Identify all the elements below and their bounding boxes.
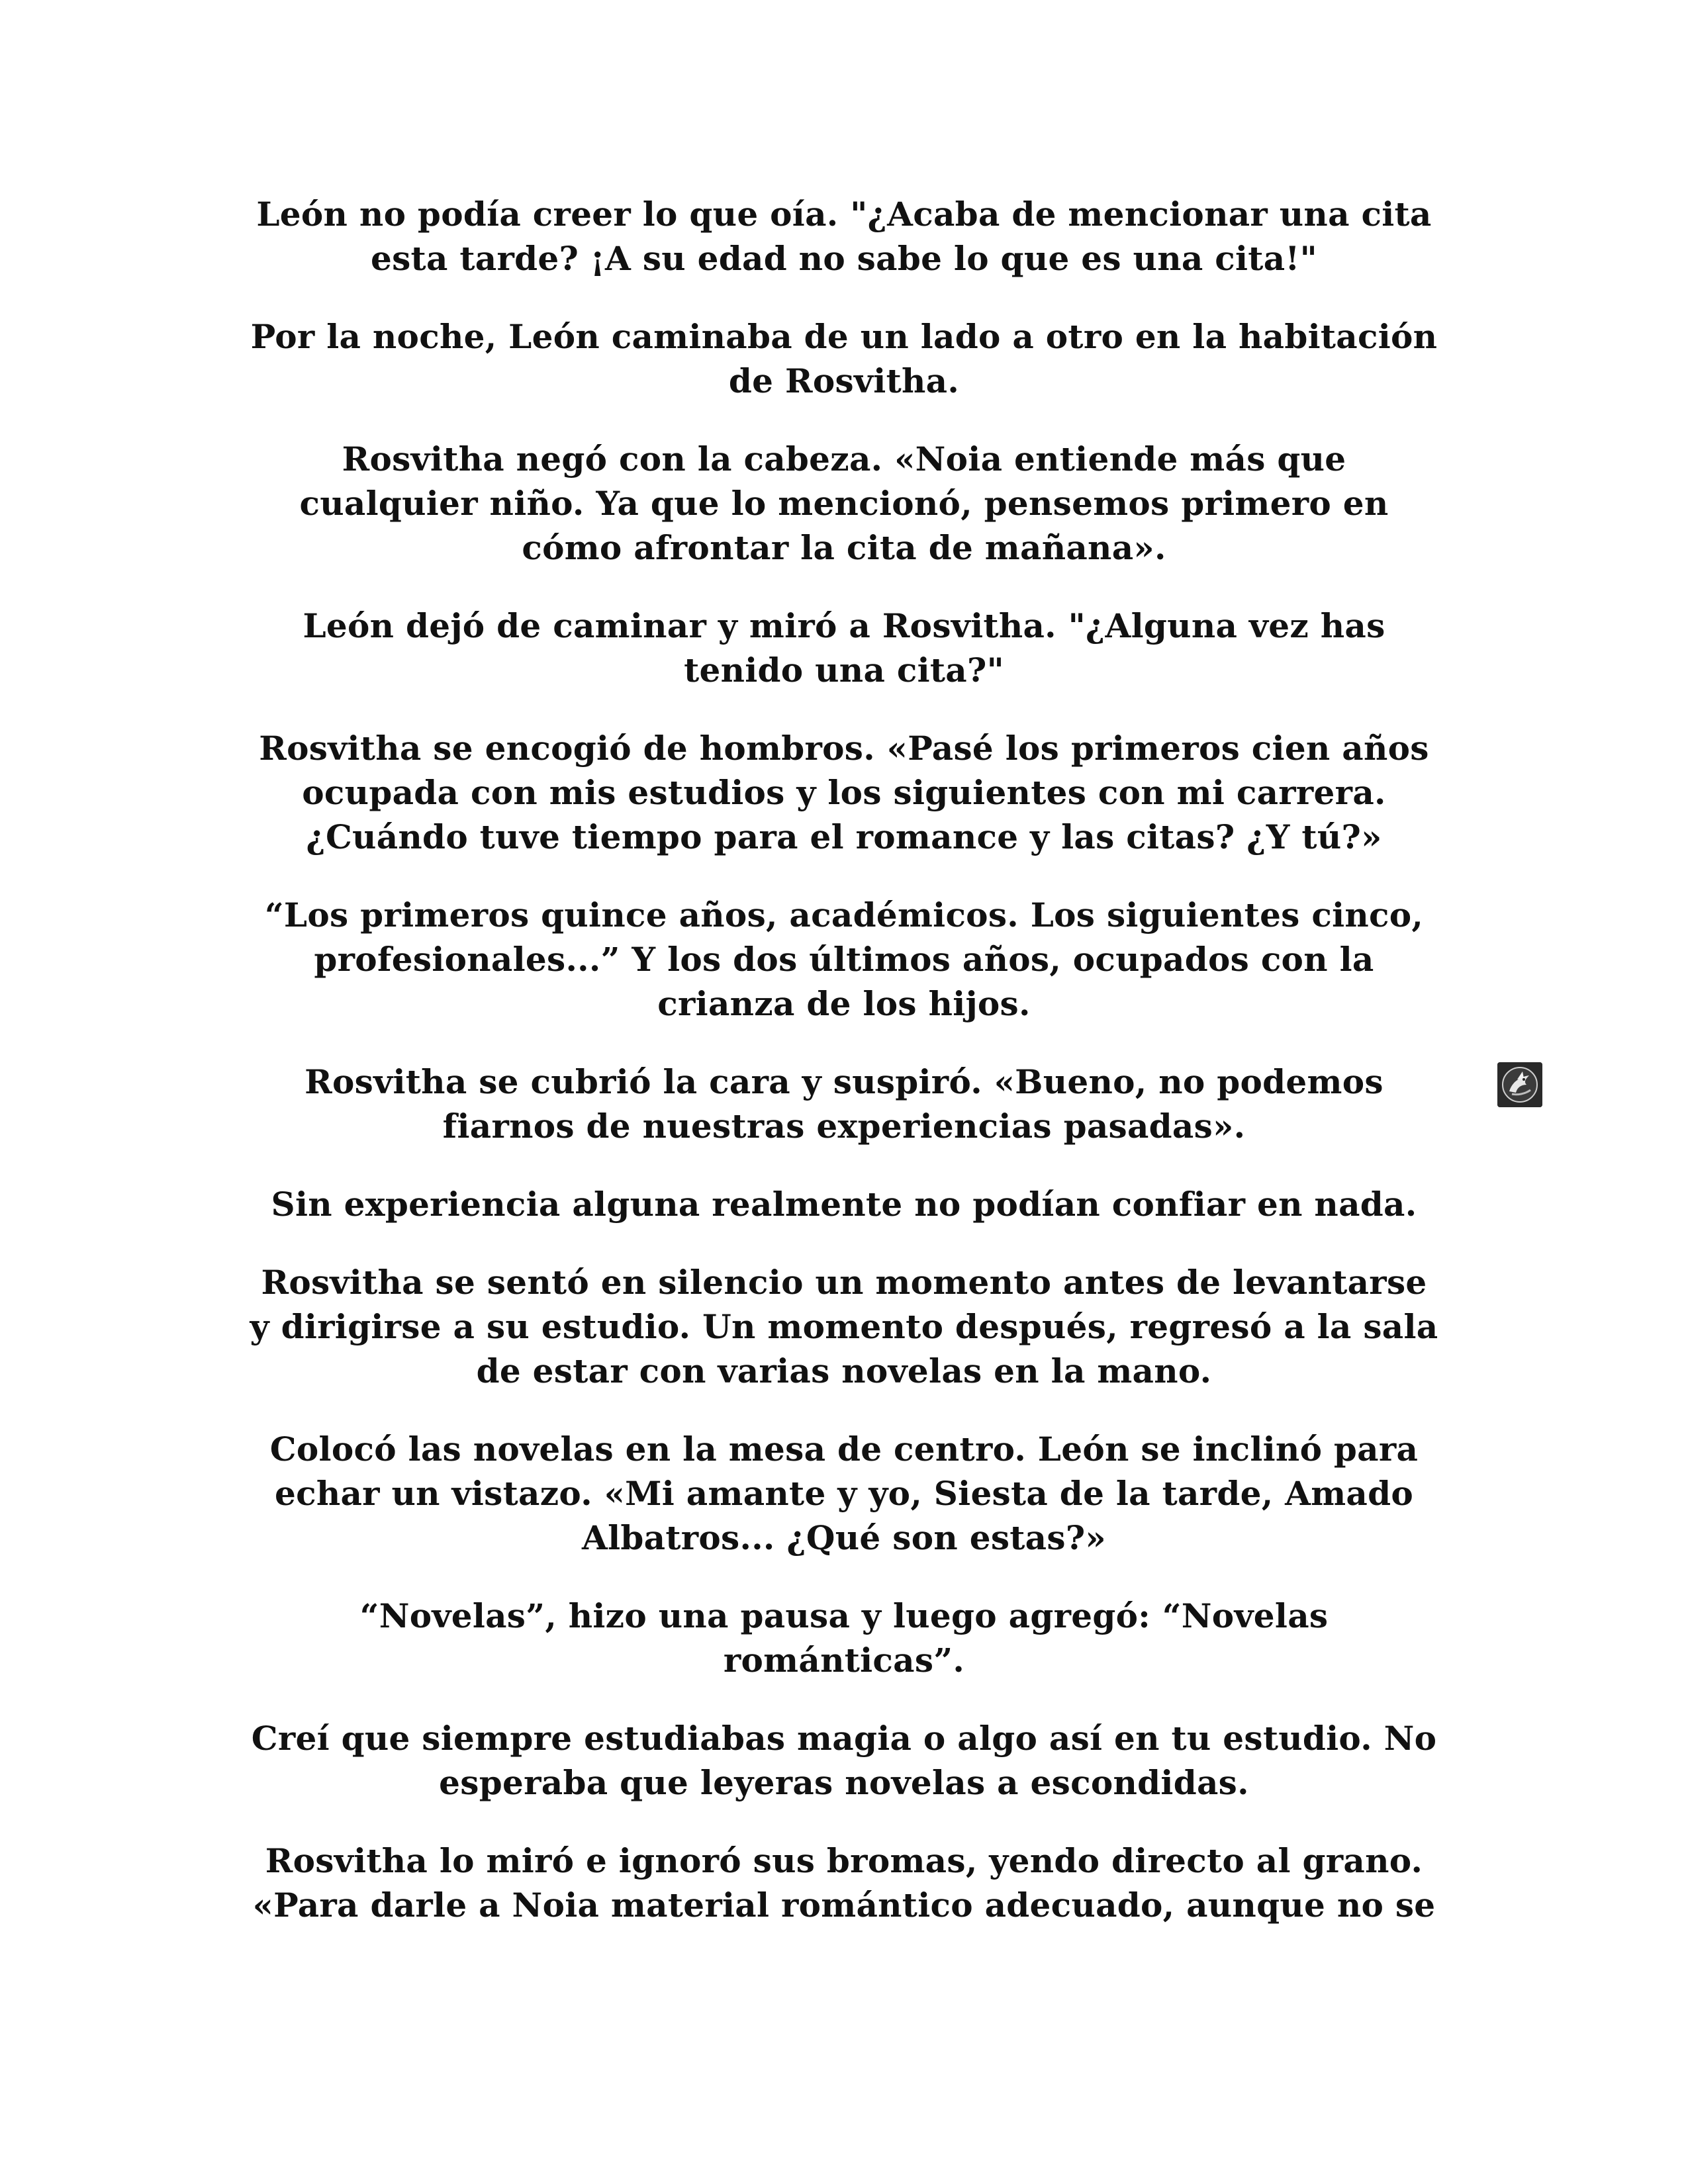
text-line: Rosvitha se cubrió la cara y suspiró. «Bueno, no podemos xyxy=(305,1062,1383,1101)
text-line: León dejó de caminar y miró a Rosvitha. "¿Alguna vez has xyxy=(303,606,1385,645)
text-line: cómo afrontar la cita de mañana». xyxy=(522,528,1166,567)
paragraph xyxy=(225,1839,1463,1927)
text-line: Rosvitha se sentó en silencio un momento antes de levantarse xyxy=(261,1263,1427,1302)
paragraph xyxy=(225,1260,1463,1393)
text-line: León no podía creer lo que oía. "¿Acaba de mencionar una cita xyxy=(256,195,1432,234)
paragraph xyxy=(225,604,1463,692)
text-line: Colocó las novelas en la mesa de centro. León se inclinó para xyxy=(269,1430,1419,1469)
text-line: esta tarde? ¡A su edad no sabe lo que es una cita!" xyxy=(371,239,1317,278)
text-line: románticas”. xyxy=(723,1641,965,1680)
text-line: Albatros... ¿Qué son estas?» xyxy=(582,1518,1106,1557)
text-line: y dirigirse a su estudio. Un momento después, regresó a la sala xyxy=(250,1307,1438,1346)
paragraph xyxy=(225,1716,1463,1805)
text-line: Sin experiencia alguna realmente no podían confiar en nada. xyxy=(271,1185,1417,1224)
text-line: ocupada con mis estudios y los siguientes con mi carrera. xyxy=(302,773,1386,812)
paragraph xyxy=(225,192,1463,281)
text-line: profesionales...” Y los dos últimos años, ocupados con la xyxy=(314,940,1374,979)
text-line: «Para darle a Noia material romántico adecuado, aunque no se xyxy=(252,1886,1436,1925)
text-line: de Rosvitha. xyxy=(728,361,960,400)
paragraph xyxy=(225,726,1463,859)
paragraph xyxy=(225,1594,1463,1682)
text-line: esperaba que leyeras novelas a escondidas. xyxy=(439,1763,1249,1802)
text-line: Rosvitha lo miró e ignoró sus bromas, yendo directo al grano. xyxy=(265,1841,1423,1880)
paragraph xyxy=(225,893,1463,1026)
text-line: crianza de los hijos. xyxy=(657,984,1031,1023)
paragraph xyxy=(225,314,1463,403)
text-line: Por la noche, León caminaba de un lado a otro en la habitación xyxy=(250,317,1438,356)
paragraph xyxy=(225,1060,1463,1148)
text-line: “Los primeros quince años, académicos. Los siguientes cinco, xyxy=(264,895,1424,934)
text-line: Rosvitha se encogió de hombros. «Pasé los primeros cien años xyxy=(259,729,1429,768)
text-line: Rosvitha negó con la cabeza. «Noia entiende más que xyxy=(342,439,1346,478)
text-line: echar un vistazo. «Mi amante y yo, Siesta de la tarde, Amado xyxy=(274,1474,1414,1513)
text-line: de estar con varias novelas en la mano. xyxy=(476,1351,1212,1390)
text-line: fiarnos de nuestras experiencias pasadas». xyxy=(442,1107,1246,1146)
text-line: cualquier niño. Ya que lo mencionó, pensemos primero en xyxy=(299,484,1389,523)
paragraph xyxy=(225,437,1463,570)
text-line: ¿Cuándo tuve tiempo para el romance y las citas? ¿Y tú?» xyxy=(306,817,1382,856)
paragraph xyxy=(225,1182,1463,1226)
text-line: tenido una cita?" xyxy=(684,651,1004,690)
text-line: Creí que siempre estudiabas magia o algo así en tu estudio. No xyxy=(251,1719,1437,1758)
document-body xyxy=(225,192,1463,1927)
dragon-emblem-icon[interactable] xyxy=(1497,1062,1542,1107)
text-line: “Novelas”, hizo una pausa y luego agregó: “Novelas xyxy=(359,1596,1329,1635)
paragraph xyxy=(225,1427,1463,1560)
